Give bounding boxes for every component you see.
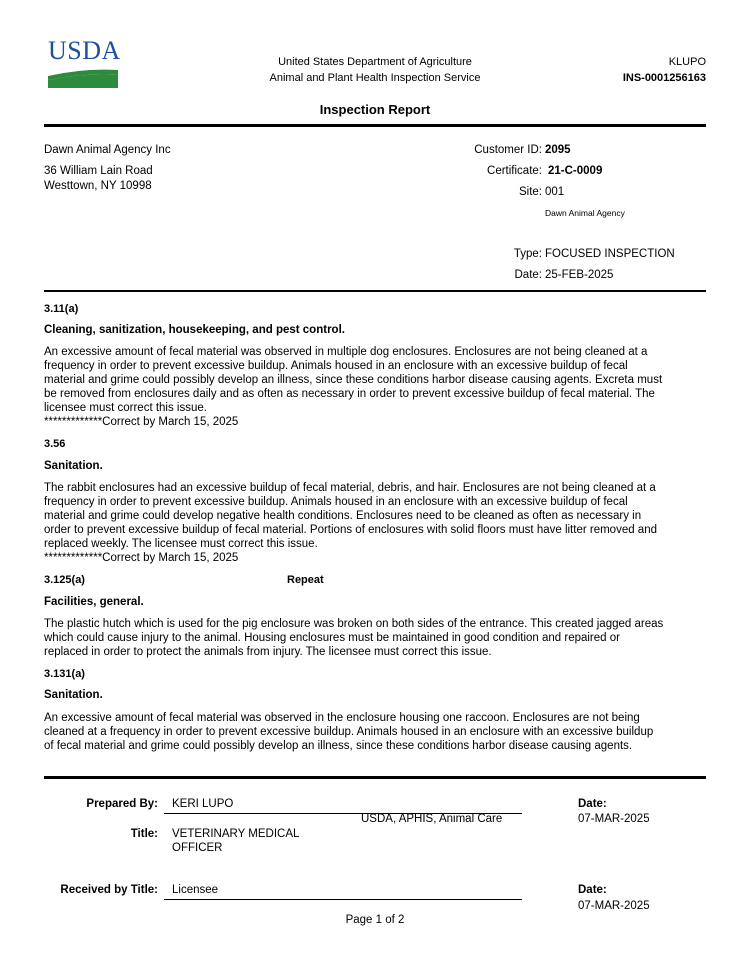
inspector-code: KLUPO <box>668 56 706 68</box>
certificate-label: Certificate: <box>487 165 542 177</box>
section-code: 3.131(a) <box>44 668 85 680</box>
date-label-prepared: Date: <box>578 798 607 810</box>
title-label: Title: <box>130 828 158 840</box>
date-value: 25-FEB-2025 <box>545 269 614 281</box>
site-name: Dawn Animal Agency <box>545 208 625 218</box>
section-line: replaced weekly. The licensee must correct this issue. <box>44 538 318 550</box>
section-title: Cleaning, sanitization, housekeeping, and pest control. <box>44 324 345 336</box>
section-body <box>44 345 706 429</box>
date-label: Date: <box>514 269 542 281</box>
usda-logo <box>48 36 121 90</box>
section-title: Facilities, general. <box>44 596 144 608</box>
page-number: Page 1 of 2 <box>345 914 405 926</box>
section-title: Sanitation. <box>44 460 103 472</box>
received-by-value: Licensee <box>172 884 219 896</box>
section-line: replaced in order to protect the animals from injury. The licensee must correct this issue. <box>44 646 492 658</box>
section-line: frequency in order to prevent excessive buildup. Animals housed in an enclosure with an excessive buildup of fecal <box>44 360 628 372</box>
agency-line-1: United States Department of Agriculture <box>278 56 472 68</box>
date-label-received: Date: <box>578 884 607 896</box>
section-line: cleaned at a frequency in order to prevent excessive buildup. Animals housed in an enclosure with an excessive buildup <box>44 726 654 738</box>
section-line: An excessive amount of fecal material was observed in the enclosure housing one raccoon. Enclosures are not being <box>44 712 640 724</box>
section-line: The rabbit enclosures had an excessive buildup of fecal material, debris, and hair. Enclosures are not being cleaned at a <box>44 482 656 494</box>
section-line: licensee must correct this issue. <box>44 402 207 414</box>
facility-name: Dawn Animal Agency Inc <box>44 144 171 156</box>
correct-by-line: *************Correct by March 15, 2025 <box>44 552 239 564</box>
customer-id-label: Customer ID: <box>474 144 542 156</box>
repeat-badge: Repeat <box>287 574 324 586</box>
section-code: 3.56 <box>44 438 66 450</box>
section-line: which could cause injury to the animal. Housing enclosures must be maintained in good condition and repaired or <box>44 632 620 644</box>
title-value-line-1: VETERINARY MEDICAL <box>172 828 300 840</box>
type-value: FOCUSED INSPECTION <box>545 248 675 260</box>
site-label: Site: <box>518 186 542 198</box>
organization: USDA, APHIS, Animal Care <box>361 813 503 825</box>
section-line: of fecal material and grime could possibly develop an illness, since these conditions harbor disease causing agents. <box>44 740 633 752</box>
facility-address-2: Westtown, NY 10998 <box>44 180 152 192</box>
report-title: Inspection Report <box>319 102 431 117</box>
received-by-label: Received by Title: <box>60 884 158 896</box>
section-line: order to prevent excessive buildup of fecal material. Portions of enclosures with solid floors must have litter removed and <box>44 524 657 536</box>
prepared-by-label: Prepared By: <box>86 798 158 810</box>
section-line: frequency in order to prevent excessive buildup. Animals housed in an enclosure with an excessive buildup of fecal <box>44 496 628 508</box>
type-label: Type: <box>513 248 542 260</box>
section-title: Sanitation. <box>44 689 103 701</box>
body-divider <box>44 776 706 779</box>
prepared-by-value: KERI LUPO <box>172 798 234 810</box>
certificate-value: 21-C-0009 <box>548 165 603 177</box>
received-by-line <box>164 899 522 900</box>
section-line: be removed from enclosures daily and as often as necessary in order to prevent excessive buildup of fecal material. The <box>44 388 655 400</box>
site-value: 001 <box>545 186 565 198</box>
facility-address-1: 36 William Lain Road <box>44 165 153 177</box>
date-prepared: 07-MAR-2025 <box>578 813 650 825</box>
facility-divider <box>44 290 706 292</box>
usda-logo-text: USDA <box>48 36 121 65</box>
date-received: 07-MAR-2025 <box>578 900 650 912</box>
section-code: 3.11(a) <box>44 303 79 315</box>
section-body <box>44 617 706 659</box>
section-line: The plastic hutch which is used for the pig enclosure was broken on both sides of the entrance. This created jagged areas <box>44 618 664 630</box>
section-line: material and grime could possibly develop an illness, since these conditions harbor disease causing agents. Excreta must <box>44 374 663 386</box>
header-divider <box>44 124 706 127</box>
section-code: 3.125(a) <box>44 574 85 586</box>
section-body <box>44 481 706 565</box>
section-line: An excessive amount of fecal material was observed in multiple dog enclosures. Enclosures are not being cleaned at a <box>44 346 648 358</box>
agency-line-2: Animal and Plant Health Inspection Service <box>269 72 481 84</box>
section-body <box>44 711 706 753</box>
inspection-number: INS-0001256163 <box>622 72 706 84</box>
correct-by-line: *************Correct by March 15, 2025 <box>44 416 239 428</box>
customer-id-value: 2095 <box>545 144 571 156</box>
section-line: material and grime could develop negative health conditions. Enclosures need to be cleaned as often as necessary in <box>44 510 642 522</box>
usda-logo-swoosh-icon <box>48 66 118 88</box>
title-value-line-2: OFFICER <box>172 842 223 854</box>
